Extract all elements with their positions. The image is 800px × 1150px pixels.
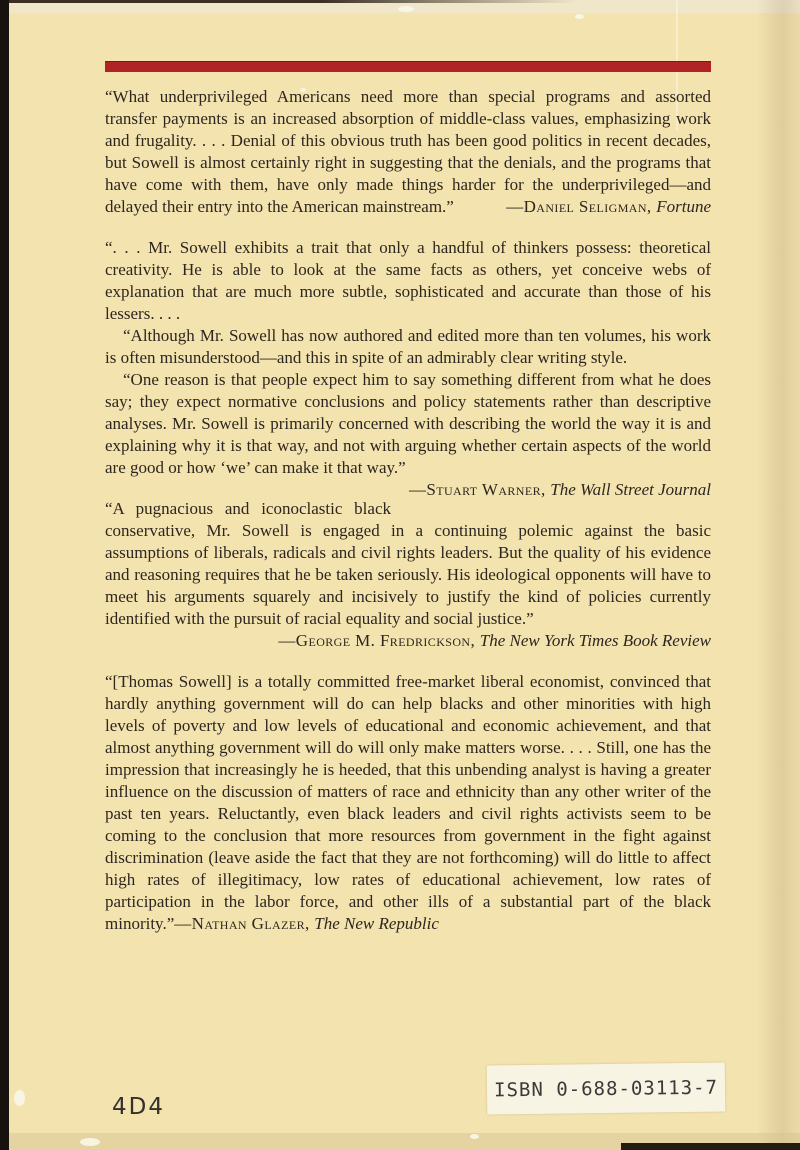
attribution-name: —Stuart Warner,	[409, 480, 551, 499]
paper-speckle	[398, 6, 414, 12]
left-scan-edge	[0, 0, 9, 1150]
attribution-source: The New York Times Book Review	[479, 631, 711, 650]
quote-text: “[Thomas Sowell] is a totally committed free-market liberal economist, convinced that hardly anything government will do can help blacks and other minorities with high levels of poverty and low levels of educational and economic achievement, and that almost anything government will do will only make matters worse. . . . Still, one has the impression that increasingly he is heeded, that this unbending analyst is having a greater influence on the discussion of matters of race and ethnicity than any other writer of the past ten years. Reluctantly, even black leaders and civil rights activists seem to be coming to the conclusion that more resources from government in the fight against discrimination (leave aside the fact that they are not forthcoming) will do little to affect high rates of illegitimacy, low rates of educational achievement, low rates of participation in the labor force, and other ills of a substantial part of the black minority.”	[105, 672, 711, 933]
quote-paragraph: “. . . Mr. Sowell exhibits a trait that only a handful of thinkers possess: theoretical creativity. He is able to look at the same facts as others, yet conceive webs of explanation that are much more subtle, sophisticated and accurate than those of his lessers. . . .	[105, 238, 711, 323]
attribution	[391, 479, 711, 501]
quote-block-glazer	[105, 671, 711, 935]
paper-speckle	[14, 1090, 25, 1106]
isbn-label: ISBN 0-688-03113-7	[487, 1063, 726, 1115]
attribution-source: Fortune	[656, 197, 711, 216]
quote-paragraph	[105, 671, 711, 935]
attribution-source: The New Republic	[314, 914, 439, 933]
attribution	[105, 630, 711, 652]
bottom-scan-edge	[621, 1143, 800, 1150]
quote-paragraph	[105, 369, 711, 499]
attribution-source: The Wall Street Journal	[550, 480, 711, 499]
paper-speckle	[470, 1134, 479, 1139]
quote-paragraph: “A pugnacious and iconoclastic black conservative, Mr. Sowell is engaged in a continuing polemic against the basic assumptions of liberals, radicals and civil rights leaders. But the quality of his evidence and reasoning requires that he be taken seriously. His ideological opponents will have to meet his arguments squarely and incisively to justify the kind of policies currently identified with the pursuit of racial equality and social justice.”	[105, 499, 711, 628]
printer-code: 4D4	[112, 1094, 165, 1120]
quote-text: “One reason is that people expect him to say something different from what he does say; they expect normative conclusions and policy statements rather than descriptive analyses. Mr. Sowell is primarily concerned with describing the world the way it is and explaining why it is that way, and not with arguing whether certain aspects of the world are good or how ‘we’ can make it that way.”	[105, 370, 711, 477]
attribution	[506, 196, 711, 218]
attribution-name: —George M. Fredrickson,	[278, 631, 480, 650]
paper-speckle	[575, 14, 584, 19]
attribution-name: —Daniel Seligman,	[506, 197, 657, 216]
top-scan-edge	[0, 0, 800, 3]
quote-paragraph	[105, 86, 711, 218]
red-accent-bar	[105, 61, 711, 72]
review-quotes-column	[105, 86, 711, 954]
paper-speckle	[80, 1138, 100, 1146]
right-fold-shadow	[756, 0, 800, 1150]
quote-block-seligman	[105, 86, 711, 218]
attribution-name: —Nathan Glazer,	[174, 914, 315, 933]
attribution	[174, 914, 439, 933]
quote-block-warner	[105, 237, 711, 499]
quote-text: “What underprivileged Americans need more than special programs and assorted transfer payments is an increased absorption of middle-class values, emphasizing work and frugality. . . . Denial of this obvious truth has been good politics in recent decades, but Sowell is almost certainly right in suggesting that the denials, and the programs that have come with them, have only made things harder for the underprivileged—and delayed their entry into the American mainstream.”	[105, 87, 711, 216]
quote-block-fredrickson	[105, 498, 711, 652]
quote-paragraph: “Although Mr. Sowell has now authored and edited more than ten volumes, his work is often misunderstood—and this in spite of an admirably clear writing style.	[105, 326, 711, 367]
